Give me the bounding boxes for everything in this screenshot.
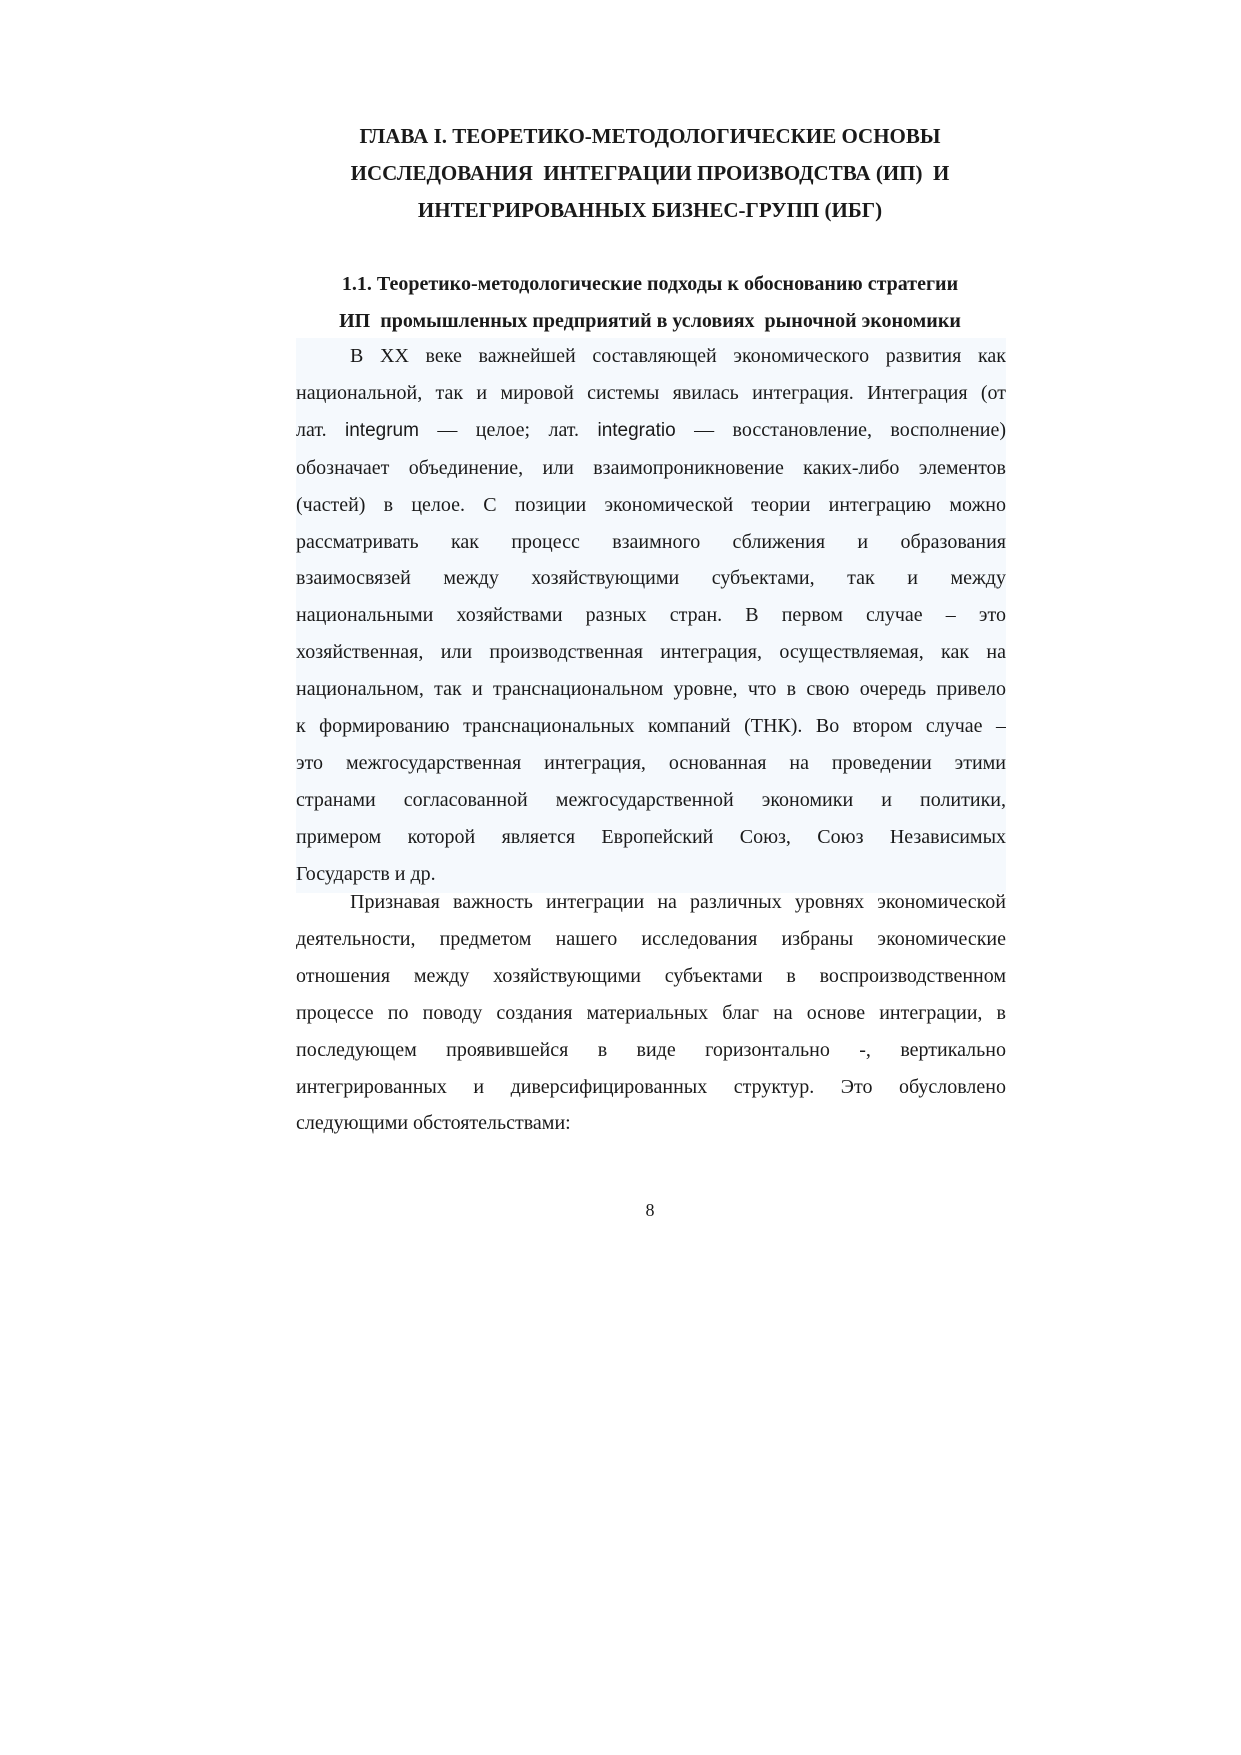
paragraph-line: интегрированных и диверсифицированных структур. Это обусловлено [296, 1075, 1006, 1098]
paragraph-line: национальными хозяйствами разных стран. В первом случае – это [296, 604, 1006, 627]
latin-term: integratio [597, 419, 676, 441]
paragraph-line: странами согласованной межгосударственной экономики и политики, [296, 788, 1006, 811]
section-title-line-2: ИП промышленных предприятий в условиях рыночной экономики [339, 310, 961, 332]
paragraph-fragment: — восстановление, восполнение) [694, 418, 1006, 441]
paragraph-line: взаимосвязей между хозяйствующими субъектами, так и между [296, 567, 1006, 590]
paragraph-fragment: — целое; лат. [437, 418, 580, 441]
page-number: 8 [645, 1200, 655, 1220]
section-title-line-1: 1.1. Теоретико-методологические подходы к обоснованию стратегии [341, 273, 959, 295]
paragraph-fragment: лат. [296, 418, 327, 441]
paragraph-line: В XX веке важнейшей составляющей экономического развития как [350, 345, 1006, 367]
paragraph-line: хозяйственная, или производственная интеграция, осуществляемая, как на [296, 641, 1006, 664]
chapter-title-line-1: ГЛАВА I. ТЕОРЕТИКО-МЕТОДОЛОГИЧЕСКИЕ ОСНОВЫ [359, 124, 941, 148]
paragraph-line: (частей) в целое. С позиции экономической теории интеграцию можно [296, 493, 1006, 516]
paragraph-line: это межгосударственная интеграция, основанная на проведении этими [296, 751, 1006, 774]
paragraph-line: следующими обстоятельствами: [296, 1112, 571, 1135]
paragraph-line: обозначает объединение, или взаимопроникновение каких-либо элементов [296, 456, 1006, 479]
paragraph-line: деятельности, предметом нашего исследования избраны экономические [296, 927, 1006, 950]
paragraph-line [296, 412, 1006, 450]
paragraph-line: к формированию транснациональных компаний (ТНК). Во втором случае – [296, 715, 1006, 738]
latin-term: integrum [345, 419, 419, 441]
paragraph-line: Государств и др. [296, 862, 436, 885]
chapter-title [280, 118, 1020, 229]
paragraph-integration-overview [296, 338, 1006, 893]
paragraph-line: отношения между хозяйствующими субъектами в воспроизводственном [296, 964, 1006, 987]
chapter-title-line-3: ИНТЕГРИРОВАННЫХ БИЗНЕС-ГРУПП (ИБГ) [417, 198, 883, 222]
chapter-title-line-2: ИССЛЕДОВАНИЯ ИНТЕГРАЦИИ ПРОИЗВОДСТВА (ИП) И [350, 161, 950, 185]
paragraph-line: национальном, так и транснациональном уровне, что в свою очередь привело [296, 678, 1006, 701]
paragraph-line: Признавая важность интеграции на различных уровнях экономической [350, 891, 1006, 913]
section-title [280, 266, 1020, 340]
paragraph-line: процессе по поводу создания материальных благ на основе интеграции, в [296, 1001, 1006, 1024]
paragraph-line: примером которой является Европейский Союз, Союз Независимых [296, 825, 1006, 848]
paragraph-line: последующем проявившейся в виде горизонтально -, вертикально [296, 1038, 1006, 1061]
paragraph-line: национальной, так и мировой системы явилась интеграция. Интеграция (от [296, 381, 1006, 404]
paragraph-research-subject [296, 884, 1006, 1142]
paragraph-line: рассматривать как процесс взаимного сближения и образования [296, 530, 1006, 553]
